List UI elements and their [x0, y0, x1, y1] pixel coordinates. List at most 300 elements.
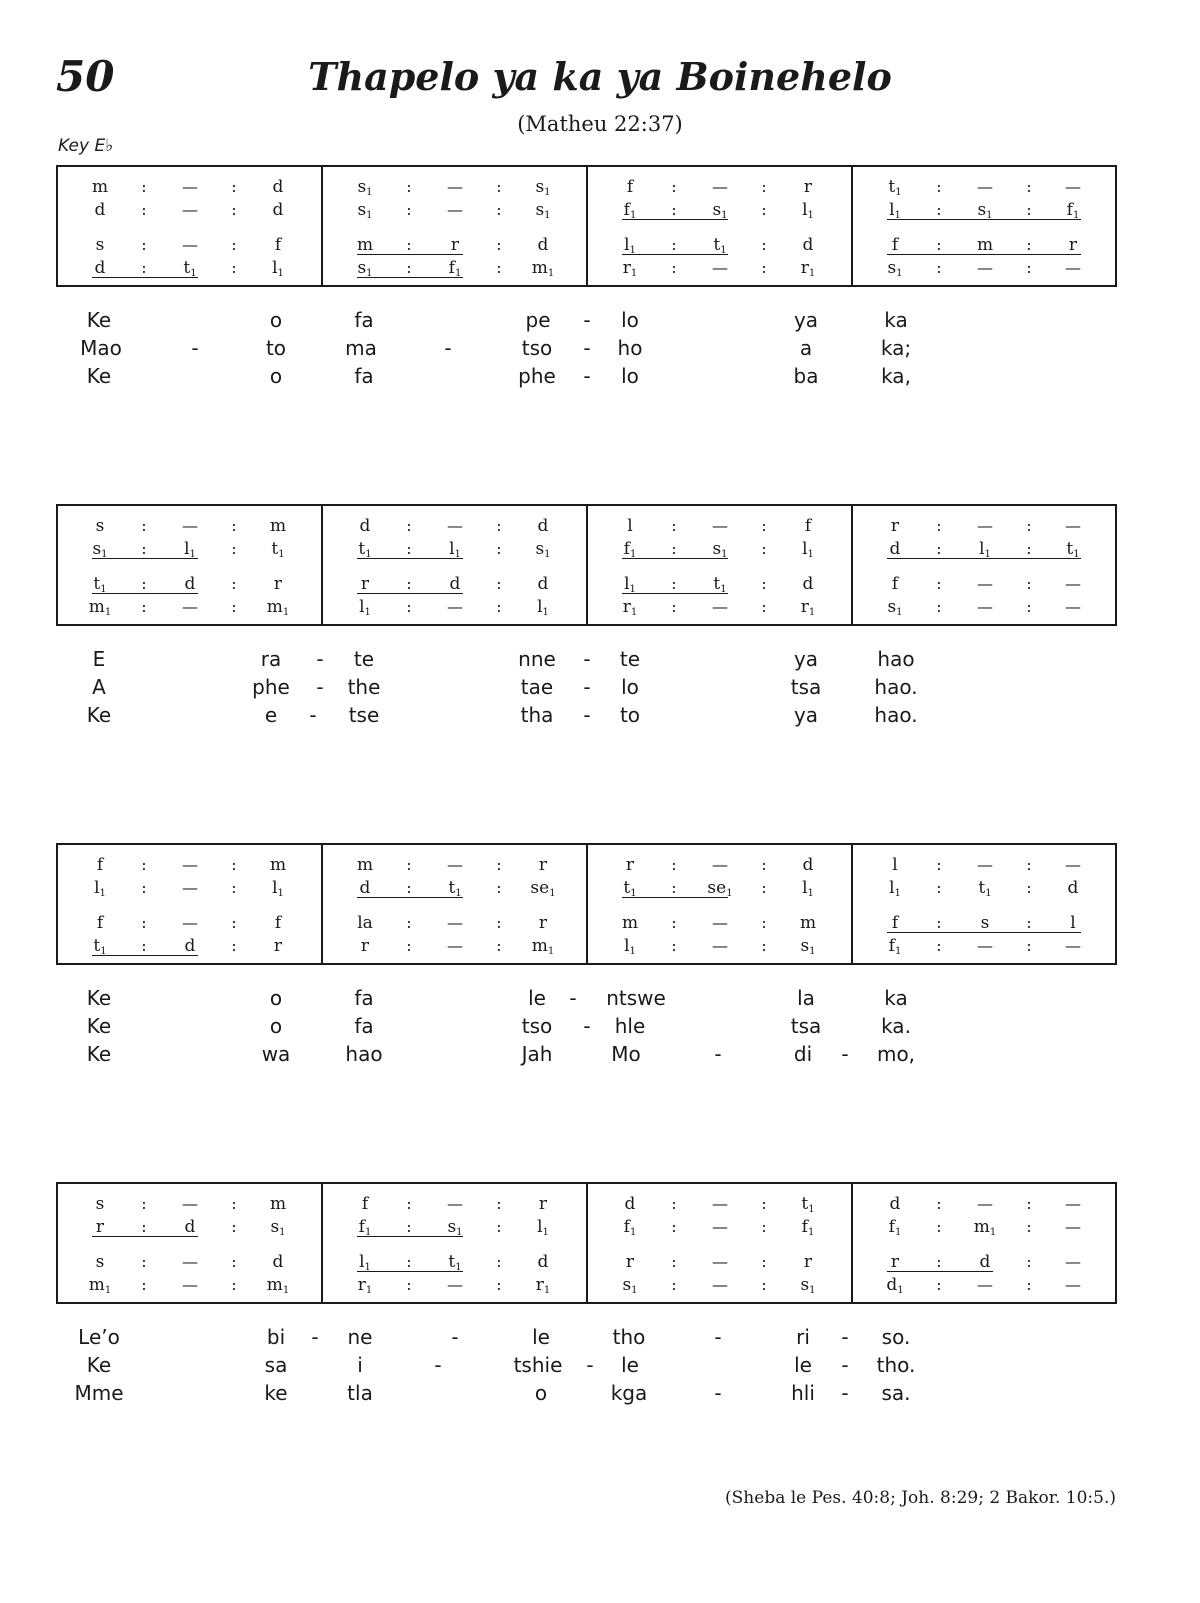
solfa-note: m: [976, 235, 994, 255]
solfa-system: [56, 504, 1117, 626]
syllable-hyphen: -: [583, 647, 591, 671]
beat-separator: :: [496, 177, 502, 196]
beat-separator: :: [671, 177, 677, 196]
hold-dash: —: [447, 597, 463, 616]
lyric-syllable: Ke: [86, 308, 112, 332]
solfa-note: r: [450, 235, 460, 255]
lyric-line: [0, 362, 1200, 390]
hold-dash: —: [447, 200, 463, 219]
beat-separator: :: [1026, 539, 1032, 558]
solfa-note: d: [537, 1252, 549, 1272]
solfa-note: r: [538, 913, 548, 933]
beat-separator: :: [761, 878, 767, 897]
lyric-syllable: tae: [520, 675, 554, 699]
hold-dash: —: [182, 516, 198, 535]
solfa-system: [56, 843, 1117, 965]
solfa-note: $f_1$: [888, 1217, 902, 1238]
hold-dash: —: [977, 597, 993, 616]
solfa-note: r: [803, 1252, 813, 1272]
syllable-hyphen: -: [583, 1014, 591, 1038]
beat-separator: :: [141, 1275, 147, 1294]
beat-separator: :: [231, 913, 237, 932]
beat-separator: :: [231, 855, 237, 874]
syllable-hyphen: -: [444, 336, 452, 360]
beat-separator: :: [1026, 878, 1032, 897]
solfa-note: r: [538, 855, 548, 875]
solfa-note: $f_1$: [448, 258, 462, 279]
solfa-note: s: [980, 913, 990, 933]
solfa-note: $t_1$: [271, 539, 285, 560]
lyric-syllable: di: [793, 1042, 813, 1066]
solfa-note: r: [803, 177, 813, 197]
hold-dash: —: [182, 597, 198, 616]
syllable-hyphen: -: [841, 1042, 849, 1066]
beat-separator: :: [141, 1252, 147, 1271]
solfa-note: $s_1$: [357, 200, 373, 221]
solfa-note: m: [269, 855, 287, 875]
solfa-note: f: [891, 574, 899, 594]
solfa-note: $s_1$: [535, 539, 551, 560]
beat-separator: :: [231, 1275, 237, 1294]
syllable-hyphen: -: [583, 336, 591, 360]
beat-separator: :: [231, 1194, 237, 1213]
solfa-note: d: [889, 1194, 901, 1214]
beat-separator: :: [406, 516, 412, 535]
solfa-note: $s_1$: [270, 1217, 286, 1238]
syllable-hyphen: -: [583, 308, 591, 332]
lyric-syllable: hao.: [874, 675, 918, 699]
hold-dash: —: [447, 516, 463, 535]
hold-dash: —: [977, 936, 993, 955]
beat-separator: :: [671, 913, 677, 932]
solfa-note: d: [184, 936, 196, 956]
lyric-syllable: o: [269, 308, 283, 332]
beat-separator: :: [761, 539, 767, 558]
beat-separator: :: [141, 258, 147, 277]
solfa-note: $s_1$: [357, 177, 373, 198]
barline: [321, 167, 323, 285]
solfa-note: $t_1$: [888, 177, 902, 198]
beat-beam: [622, 254, 728, 255]
solfa-note: d: [94, 258, 106, 278]
beat-beam: [887, 219, 1081, 220]
hold-dash: —: [182, 855, 198, 874]
lyric-line: [0, 984, 1200, 1012]
syllable-hyphen: -: [583, 675, 591, 699]
beat-beam: [357, 897, 463, 898]
beat-separator: :: [761, 913, 767, 932]
barline: [586, 506, 588, 624]
lyric-syllable: le: [794, 1353, 812, 1377]
solfa-note: la: [357, 913, 373, 933]
beat-separator: :: [936, 235, 942, 254]
beat-separator: :: [496, 574, 502, 593]
lyric-syllable: fa: [354, 986, 374, 1010]
solfa-note: $l_1$: [624, 936, 636, 957]
solfa-note: $t_1$: [448, 1252, 462, 1273]
solfa-note: s: [95, 1252, 105, 1272]
beat-separator: :: [671, 200, 677, 219]
solfa-note: s: [95, 1194, 105, 1214]
beat-separator: :: [1026, 1275, 1032, 1294]
beat-separator: :: [231, 878, 237, 897]
solfa-note: d: [272, 1252, 284, 1272]
hold-dash: —: [447, 177, 463, 196]
lyric-syllable: le: [621, 1353, 639, 1377]
hold-dash: —: [712, 936, 728, 955]
hold-dash: —: [977, 1275, 993, 1294]
lyric-syllable: tla: [347, 1381, 373, 1405]
lyric-syllable: A: [92, 675, 106, 699]
solfa-note: d: [359, 878, 371, 898]
lyric-syllable: tso: [521, 336, 553, 360]
syllable-hyphen: -: [583, 703, 591, 727]
beat-separator: :: [141, 516, 147, 535]
hold-dash: —: [712, 258, 728, 277]
beat-separator: :: [671, 1217, 677, 1236]
beat-beam: [887, 558, 1081, 559]
lyric-syllable: to: [265, 336, 287, 360]
lyric-line: [0, 673, 1200, 701]
beat-separator: :: [496, 1194, 502, 1213]
beat-separator: :: [671, 539, 677, 558]
beat-separator: :: [761, 516, 767, 535]
solfa-note: d: [272, 177, 284, 197]
lyric-syllable: Ke: [86, 986, 112, 1010]
lyric-syllable: sa.: [881, 1381, 911, 1405]
solfa-note: $l_1$: [184, 539, 196, 560]
lyric-syllable: sa: [264, 1353, 288, 1377]
solfa-note: d: [272, 200, 284, 220]
solfa-note: $m_1$: [88, 1275, 112, 1296]
solfa-note: $l_1$: [537, 597, 549, 618]
solfa-note: d: [537, 574, 549, 594]
beat-separator: :: [141, 1217, 147, 1236]
beat-separator: :: [1026, 597, 1032, 616]
lyric-syllable: ra: [260, 647, 282, 671]
solfa-note: $t_1$: [623, 878, 637, 899]
lyric-syllable: ka: [884, 308, 908, 332]
solfa-note: f: [96, 913, 104, 933]
solfa-note: m: [91, 177, 109, 197]
solfa-note: f: [891, 913, 899, 933]
barline: [851, 845, 853, 963]
lyric-syllable: mo,: [876, 1042, 916, 1066]
solfa-note: $t_1$: [801, 1194, 815, 1215]
solfa-note: $l_1$: [802, 878, 814, 899]
beat-separator: :: [761, 597, 767, 616]
solfa-note: d: [184, 1217, 196, 1237]
solfa-note: r: [360, 936, 370, 956]
beat-separator: :: [936, 258, 942, 277]
solfa-note: r: [1068, 235, 1078, 255]
syllable-hyphen: -: [714, 1381, 722, 1405]
beat-beam: [92, 558, 198, 559]
hold-dash: —: [1065, 258, 1081, 277]
barline: [851, 167, 853, 285]
solfa-note: r: [890, 516, 900, 536]
lyric-syllable: ya: [793, 647, 819, 671]
beat-separator: :: [936, 200, 942, 219]
lyric-line: [0, 1379, 1200, 1407]
lyric-syllable: hao: [345, 1042, 383, 1066]
syllable-hyphen: -: [714, 1325, 722, 1349]
beat-separator: :: [406, 913, 412, 932]
lyric-syllable: Mme: [74, 1381, 124, 1405]
solfa-note: $t_1$: [448, 878, 462, 899]
beat-beam: [622, 897, 728, 898]
beat-separator: :: [496, 1217, 502, 1236]
beat-beam: [357, 277, 463, 278]
lyric-syllable: tsa: [790, 1014, 822, 1038]
solfa-note: l: [892, 855, 898, 875]
hold-dash: —: [1065, 1252, 1081, 1271]
solfa-note: $s_1$: [535, 177, 551, 198]
solfa-note: s: [95, 516, 105, 536]
hold-dash: —: [712, 597, 728, 616]
solfa-note: d: [537, 235, 549, 255]
lyric-syllable: a: [799, 336, 813, 360]
solfa-note: $f_1$: [623, 539, 637, 560]
beat-separator: :: [231, 574, 237, 593]
beat-separator: :: [406, 1217, 412, 1236]
beat-separator: :: [1026, 855, 1032, 874]
lyric-syllable: i: [357, 1353, 363, 1377]
solfa-note: $m_1$: [266, 1275, 290, 1296]
solfa-note: $r_1$: [535, 1275, 551, 1296]
solfa-note: d: [184, 574, 196, 594]
beat-separator: :: [141, 878, 147, 897]
beat-beam: [357, 1236, 463, 1237]
solfa-note: d: [1067, 878, 1079, 898]
beat-separator: :: [671, 516, 677, 535]
lyric-syllable: tho: [612, 1325, 646, 1349]
beat-separator: :: [1026, 913, 1032, 932]
beat-separator: :: [936, 855, 942, 874]
hold-dash: —: [712, 855, 728, 874]
hold-dash: —: [712, 1194, 728, 1213]
beat-separator: :: [406, 539, 412, 558]
beat-separator: :: [141, 936, 147, 955]
solfa-note: $l_1$: [272, 878, 284, 899]
lyric-line: [0, 1323, 1200, 1351]
beat-beam: [622, 558, 728, 559]
lyric-syllable: to: [619, 703, 641, 727]
beat-separator: :: [761, 1217, 767, 1236]
solfa-note: m: [269, 516, 287, 536]
beat-separator: :: [1026, 1252, 1032, 1271]
lyric-syllable: tshie: [513, 1353, 563, 1377]
solfa-note: $s_1$: [622, 1275, 638, 1296]
solfa-note: $s_1$: [535, 200, 551, 221]
solfa-note: $t_1$: [93, 574, 107, 595]
syllable-hyphen: -: [434, 1353, 442, 1377]
solfa-note: $l_1$: [979, 539, 991, 560]
beat-separator: :: [1026, 574, 1032, 593]
hold-dash: —: [182, 177, 198, 196]
beat-beam: [357, 254, 463, 255]
hold-dash: —: [182, 235, 198, 254]
lyric-syllable: Ke: [86, 1014, 112, 1038]
hymn-number: 50: [56, 52, 115, 101]
beat-separator: :: [936, 878, 942, 897]
solfa-note: l: [1070, 913, 1076, 933]
beat-beam: [357, 1271, 463, 1272]
beat-beam: [92, 277, 198, 278]
beat-separator: :: [1026, 200, 1032, 219]
solfa-note: f: [96, 855, 104, 875]
beat-separator: :: [936, 1275, 942, 1294]
beat-separator: :: [671, 1275, 677, 1294]
beat-separator: :: [761, 1275, 767, 1294]
beat-separator: :: [761, 200, 767, 219]
lyric-syllable: tho.: [876, 1353, 916, 1377]
syllable-hyphen: -: [714, 1042, 722, 1066]
hold-dash: —: [182, 1194, 198, 1213]
syllable-hyphen: -: [569, 986, 577, 1010]
solfa-note: $s_1$: [977, 200, 993, 221]
lyric-syllable: lo: [621, 308, 639, 332]
lyric-syllable: Ke: [86, 1353, 112, 1377]
beat-separator: :: [496, 1252, 502, 1271]
beat-beam: [622, 219, 728, 220]
syllable-hyphen: -: [316, 647, 324, 671]
lyric-syllable: te: [619, 647, 641, 671]
lyric-line: [0, 334, 1200, 362]
lyric-syllable: pe: [525, 308, 551, 332]
beat-separator: :: [496, 1275, 502, 1294]
solfa-note: $m_1$: [88, 597, 112, 618]
hold-dash: —: [977, 177, 993, 196]
lyric-syllable: tha: [520, 703, 554, 727]
beat-separator: :: [936, 177, 942, 196]
hold-dash: —: [447, 855, 463, 874]
beat-separator: :: [141, 235, 147, 254]
solfa-note: $l_1$: [537, 1217, 549, 1238]
lyric-syllable: Ke: [86, 1042, 112, 1066]
solfa-note: $r_1$: [800, 258, 816, 279]
lyric-syllable: ho: [617, 336, 643, 360]
solfa-note: $r_1$: [622, 597, 638, 618]
solfa-note: $r_1$: [357, 1275, 373, 1296]
lyric-syllable: bi: [266, 1325, 286, 1349]
lyric-syllable: fa: [354, 308, 374, 332]
lyric-syllable: tse: [348, 703, 380, 727]
syllable-hyphen: -: [309, 703, 317, 727]
solfa-note: m: [799, 913, 817, 933]
beat-separator: :: [671, 878, 677, 897]
beat-separator: :: [496, 539, 502, 558]
solfa-note: $l_1$: [94, 878, 106, 899]
solfa-note: $se_1$: [530, 878, 556, 899]
lyric-syllable: hle: [614, 1014, 646, 1038]
beat-beam: [887, 254, 1081, 255]
beat-separator: :: [936, 1217, 942, 1236]
solfa-note: $t_1$: [93, 936, 107, 957]
beat-separator: :: [406, 597, 412, 616]
beat-separator: :: [496, 913, 502, 932]
beat-separator: :: [406, 574, 412, 593]
lyric-line: [0, 1040, 1200, 1068]
hold-dash: —: [447, 1194, 463, 1213]
lyric-line: [0, 645, 1200, 673]
hold-dash: —: [977, 574, 993, 593]
beat-separator: :: [231, 1252, 237, 1271]
lyric-syllable: e: [264, 703, 278, 727]
solfa-note: $d_1$: [886, 1275, 904, 1296]
solfa-note: f: [274, 235, 282, 255]
solfa-note: $s_1$: [800, 936, 816, 957]
beat-separator: :: [141, 574, 147, 593]
beat-separator: :: [761, 177, 767, 196]
lyric-line: [0, 701, 1200, 729]
beat-beam: [92, 1236, 198, 1237]
solfa-note: $l_1$: [272, 258, 284, 279]
beat-separator: :: [496, 516, 502, 535]
syllable-hyphen: -: [316, 675, 324, 699]
lyric-syllable: tso: [521, 1014, 553, 1038]
solfa-note: r: [890, 1252, 900, 1272]
beat-separator: :: [141, 913, 147, 932]
solfa-note: f: [626, 177, 634, 197]
solfa-note: m: [356, 855, 374, 875]
syllable-hyphen: -: [451, 1325, 459, 1349]
lyric-syllable: nne: [518, 647, 556, 671]
hold-dash: —: [447, 936, 463, 955]
solfa-note: $m_1$: [266, 597, 290, 618]
hold-dash: —: [712, 913, 728, 932]
hold-dash: —: [712, 1275, 728, 1294]
beat-separator: :: [761, 574, 767, 593]
lyric-syllable: fa: [354, 1014, 374, 1038]
beat-beam: [622, 593, 728, 594]
hold-dash: —: [1065, 516, 1081, 535]
beat-separator: :: [141, 597, 147, 616]
beat-separator: :: [496, 258, 502, 277]
solfa-note: d: [889, 539, 901, 559]
solfa-note: $l_1$: [359, 1252, 371, 1273]
beat-beam: [357, 593, 463, 594]
solfa-note: $t_1$: [713, 574, 727, 595]
scripture-reference: (Matheu 22:37): [517, 112, 683, 136]
solfa-note: $s_1$: [712, 200, 728, 221]
lyric-syllable: hli: [791, 1381, 815, 1405]
solfa-note: m: [621, 913, 639, 933]
beat-separator: :: [141, 539, 147, 558]
beat-separator: :: [671, 855, 677, 874]
hold-dash: —: [712, 177, 728, 196]
hold-dash: —: [1065, 855, 1081, 874]
lyric-syllable: Ke: [86, 703, 112, 727]
lyric-syllable: ba: [793, 364, 819, 388]
beat-separator: :: [936, 597, 942, 616]
beat-separator: :: [496, 235, 502, 254]
beat-separator: :: [671, 1194, 677, 1213]
lyric-syllable: ntswe: [606, 986, 666, 1010]
solfa-note: $s_1$: [887, 258, 903, 279]
solfa-note: $l_1$: [624, 574, 636, 595]
beat-separator: :: [671, 258, 677, 277]
footnote-references: (Sheba le Pes. 40:8; Joh. 8:29; 2 Bakor. 10:5.): [725, 1488, 1116, 1508]
solfa-note: d: [94, 200, 106, 220]
lyric-line: [0, 1351, 1200, 1379]
syllable-hyphen: -: [841, 1381, 849, 1405]
beat-separator: :: [496, 200, 502, 219]
barline: [321, 845, 323, 963]
syllable-hyphen: -: [841, 1325, 849, 1349]
beat-separator: :: [406, 1194, 412, 1213]
beat-beam: [887, 932, 1081, 933]
